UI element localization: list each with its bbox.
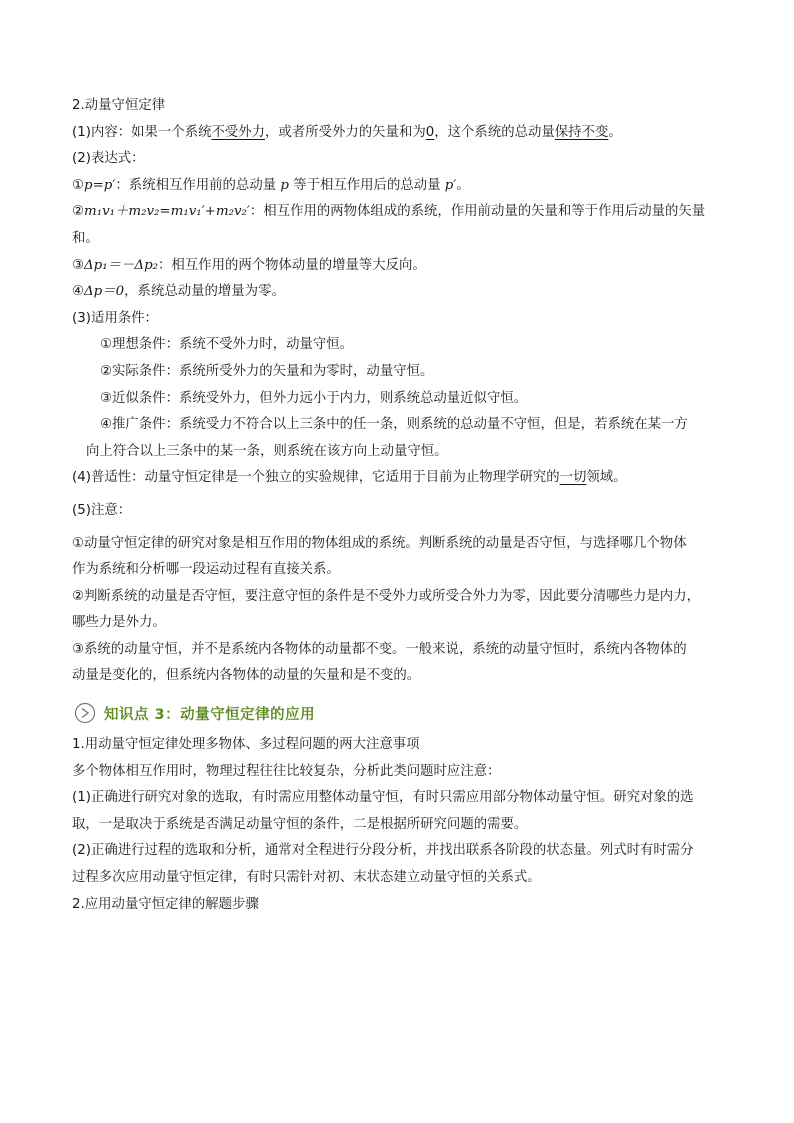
variable: p <box>280 177 289 193</box>
note-line: ②判断系统的动量是否守恒，要注意守恒的条件是不受外力或所受合外力为零，因此要分清哪些力是内力， <box>72 588 700 604</box>
expression-3 <box>72 253 732 280</box>
circled-number: ④ <box>72 284 85 300</box>
underlined-term: 保持不变 <box>554 124 609 140</box>
underlined-term: 不受外力 <box>211 124 266 140</box>
condition-item: ②实际条件：系统所受外力的矢量和为零时，动量守恒。 <box>100 363 434 379</box>
application-line: 过程多次应用动量守恒定律，有时只需针对初、末状态建立动量守恒的关系式。 <box>72 870 541 886</box>
condition-item: ③近似条件：系统受外力，但外力远小于内力，则系统总动量近似守恒。 <box>100 390 528 406</box>
formula: p=p′ <box>84 177 116 193</box>
conditions-heading: (3)适用条件： <box>72 310 158 326</box>
document-body <box>72 93 732 918</box>
expression-text: 。 <box>456 177 470 193</box>
application-line: 1.用动量守恒定律处理多物体、多过程问题的两大注意事项 <box>72 737 420 753</box>
application-line: 取，一是取决于系统是否满足动量守恒的条件，二是根据所研究问题的需要。 <box>72 816 528 832</box>
note-line: 作为系统和分析哪一段运动过程有直接关系。 <box>72 562 340 578</box>
note-line: 动量是变化的，但系统内各物体的动量的矢量和是不变的。 <box>72 668 421 684</box>
knowledge-point-heading <box>72 700 732 726</box>
expression-heading: (2)表达式： <box>72 151 145 167</box>
expression-text: 等于相互作用后的总动量 <box>288 177 445 193</box>
knowledge-point-title: 知识点 3：动量守恒定律的应用 <box>104 706 316 723</box>
expression-2-continued: 和。 <box>72 230 99 246</box>
expression-text: ：相互作用的两物体组成的系统，作用前动量的矢量和等于作用后动量的矢量 <box>249 204 706 220</box>
universality-paragraph <box>72 465 732 492</box>
circled-number: ③ <box>72 257 85 273</box>
application-line: (1)正确进行研究对象的选取，有时需应用整体动量守恒，有时只需应用部分物体动量守恒。研究对象的选 <box>72 790 694 806</box>
expression-2 <box>72 199 732 226</box>
application-line: 2.应用动量守恒定律的解题步骤 <box>72 896 259 912</box>
formula: m₁v₁＋m₂v₂=m₁v₁′+m₂v₂′ <box>84 204 250 220</box>
expression-text: ，系统总动量的增量为零。 <box>124 284 285 300</box>
circle-arrow-icon <box>74 702 96 724</box>
note-line: 哪些力是外力。 <box>72 615 166 631</box>
circled-number: ② <box>72 204 85 220</box>
expression-text: ：相互作用的两个物体动量的增量等大反向。 <box>158 257 426 273</box>
content-prefix: (1)内容：如果一个系统 <box>72 124 212 140</box>
content-mid: ，或者所受外力的矢量和为 <box>265 124 426 140</box>
condition-item-continued: 向上符合以上三条中的某一条，则系统在该方向上动量守恒。 <box>86 443 448 459</box>
note-line: ①动量守恒定律的研究对象是相互作用的物体组成的系统。判断系统的动量是否守恒，与选择哪几个物体 <box>72 535 687 551</box>
section-heading: 2.动量守恒定律 <box>72 98 166 113</box>
underlined-term: 0 <box>425 124 435 140</box>
content-mid2: ，这个系统的总动量 <box>434 124 555 140</box>
condition-item: ④推广条件：系统受力不符合以上三条中的任一条，则系统的总动量不守恒，但是，若系统在某一方 <box>100 417 688 433</box>
variable: p′ <box>444 177 457 193</box>
content-paragraph <box>72 120 732 147</box>
formula: Δp₁＝－Δp₂ <box>84 257 159 273</box>
note-line: ③系统的动量守恒，并不是系统内各物体的动量都不变。一般来说，系统的动量守恒时，系统内各物体的 <box>72 641 687 657</box>
circled-number: ① <box>72 177 85 193</box>
condition-item: ①理想条件：系统不受外力时，动量守恒。 <box>100 337 354 353</box>
universality-end: 领域。 <box>586 470 627 486</box>
formula: Δp＝0 <box>84 284 125 300</box>
content-end: 。 <box>608 124 622 140</box>
application-line: 多个物体相互作用时，物理过程往往比较复杂，分析此类问题时应注意： <box>72 763 501 779</box>
note-heading: (5)注意： <box>72 502 132 518</box>
expression-text: ：系统相互作用前的总动量 <box>115 177 281 193</box>
application-line: (2)正确进行过程的选取和分析，通常对全程进行分段分析，并找出联系各阶段的状态量。列式时有时需分 <box>72 843 694 859</box>
universality-prefix: (4)普适性：动量守恒定律是一个独立的实验规律，它适用于目前为止物理学研究的 <box>72 470 560 486</box>
underlined-term: 一切 <box>559 470 587 486</box>
expression-4 <box>72 279 732 306</box>
expression-1 <box>72 173 732 200</box>
